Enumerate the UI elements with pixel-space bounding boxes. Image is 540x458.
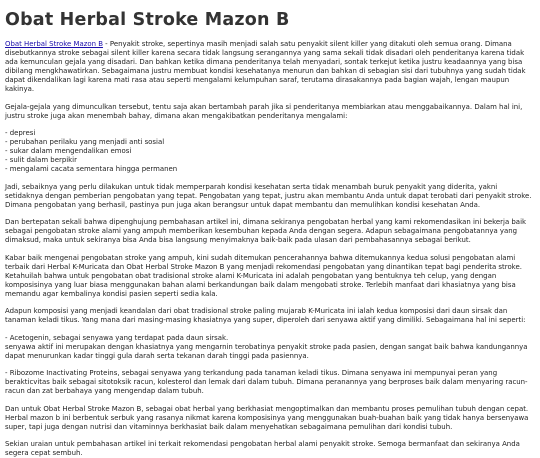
list-item: - perubahan perilaku yang menjadi anti sosial (5, 138, 165, 146)
list-item: - sulit dalam berpikir (5, 156, 77, 164)
body-paragraph: Adapun komposisi yang menjadi keandalan dari obat tradisional stroke paling mujarab K-Muricata ini ialah kedua komposisi dari daun sirsak dan tanaman keladi tikus. Yang mana dari masing-masing khasiatnya yang super, diperoleh dari senyawa aktif yang dimiliki. Sebagaimana hal ini seperti: (5, 307, 526, 324)
body-paragraph: Dan bertepatan sekali bahwa dipenghujung pembahasan artikel ini, dimana sekiranya pengobatan herbal yang kami rekomendasikan ini bekerja baik sebagai pengobatan stroke alami yang ampuh memberikan kesembuhan kepada Anda dengan segera. Adapun sebagaimana pengobatannya yang dimaksud, maka untuk sekiranya bisa Anda bisa langsung menyimaknya baik-baik pada ulasan dari pembahasannya sebagai berikut. (5, 218, 527, 244)
body-paragraph: - Ribozome Inactivating Proteins, sebagai senyawa yang terkandung pada tanaman keladi tikus. Dimana senyawa ini mempunyai peran yang berakticvitas baik sebagai sitotoksik racun, kolesterol dan lemak dari dalam tubuh. Dimana peranannya yang berproses baik dalam menyaring racun-racun dan zat berbahaya yang mengendap dalam tubuh. (5, 369, 528, 395)
symptoms-list (5, 129, 535, 174)
page-title: Obat Herbal Stroke Mazon B (5, 10, 290, 30)
article-link[interactable]: Obat Herbal Stroke Mazon B (5, 40, 103, 48)
intro-text: - Penyakit stroke, sepertinya masih menjadi salah satu penyakit silent killer yang ditakuti oleh semua orang. Dimana disebutkannya stroke sebagai silent killer karena secara tidak langsung serangannya yang sama sekali tidak disadari oleh penderitanya karena tidak ada kemunculan gejala yang disadari. Dan bahkan ketika dimana penderitanya telah menyadari, sontak terkejut ketika justru keadaannya yang bisa dibilang mengkhawatirkan. Sebagaimana justru membuat kondisi kesehatanya menurun dan bahkan di sebagian sisi dari tubuhnya yang sudah tidak dapat dikendalikan lagi karena mati rasa atau seperti mengalami kelumpuhan saraf, terutama dirasakannya pada bagian wajah, lengan maupun kakinya. (5, 40, 526, 93)
intro-paragraph (5, 40, 535, 94)
body-paragraph: Jadi, sebaiknya yang perlu dilakukan untuk tidak memperparah kondisi kesehatan serta tidak menambah buruk penyakit yang diderita, yakni setidaknya dengan pemberian pengobatan yang tepat. Pengobatan yang tepat, justru akan membantu Anda untuk dapat terobati dari penyakit stroke. Dimana pengobatan yang berhasil, pastinya pun juga akan berangsur untuk dapat membantu dan memulihkan kondisi kesehatan Anda. (5, 182, 532, 209)
list-item: - sukar dalam mengendalikan emosi (5, 147, 132, 155)
list-item: - mengalami cacata sementara hingga permanen (5, 165, 178, 173)
list-item: - depresi (5, 129, 36, 137)
body-paragraph: Kabar baik mengenai pengobatan stroke yang ampuh, kini sudah ditemukan pencerahannya bahwa ditemukannya kedua solusi pengobatan alami terbaik dari Herbal K-Muricata dan Obat Herbal Stroke Mazon B yang menjadi rekomendasi pengobatan yang dinantikan tepat bagi penderita stroke. Ketahuilah bahwa untuk pengobatan obat tradisional stroke alami K-Muricata ini adalah pengobatan yang bentuknya teh celup, yang dengan komposisinya yang luar biasa menggunakan bahan alami berkandungan baik dalam mengobati stroke. Terlebih manfaat dari khasiatnya yang bisa memandu agar kembalinya kondisi pasien seperti sedia kala. (5, 253, 522, 298)
body-paragraph: - Acetogenin, sebagai senyawa yang terdapat pada daun sirsak. senyawa aktif ini merupakan dengan khasiatnya yang mengarnin terobatinya penyakit stroke pada pasien, dengan sangat baik bahwa kandungannya dapat menurunkan kadar tinggi gula darah serta tekanan darah tinggi pada pasiennya. (5, 333, 528, 360)
symptoms-intro-paragraph: Gejala-gejala yang dimunculkan tersebut, tentu saja akan bertambah parah jika si penderitanya membiarkan atau menggabaikannya. Dalam hal ini, justru stroke juga akan menembah bahay, dimana akan mengakibatkan penderitanya mengalami: (5, 102, 523, 120)
body-paragraph: Sekian uraian untuk pembahasan artikel ini terkait rekomendasi pengobatan herbal alami penyakit stroke. Semoga bermanfaat dan sekiranya Anda segera cepat sembuh. (5, 440, 520, 457)
body-paragraph: Dan untuk Obat Herbal Stroke Mazon B, sebagai obat herbal yang berkhasiat mengoptimalkan dan membantu proses pemulihan tubuh dengan cepat. Herbal mazon b ini berbentuk serbuk yang rasanya nikmat karena komposisinya yang menggunakan buah-buahan baik yang tidak hanya bersenyawa super, tapi juga dengan nutrisi dan vitaminnya berkhasiat baik dalam menyehatkan sebagaimana pemulihan dari kondisi tubuh. (5, 404, 529, 431)
